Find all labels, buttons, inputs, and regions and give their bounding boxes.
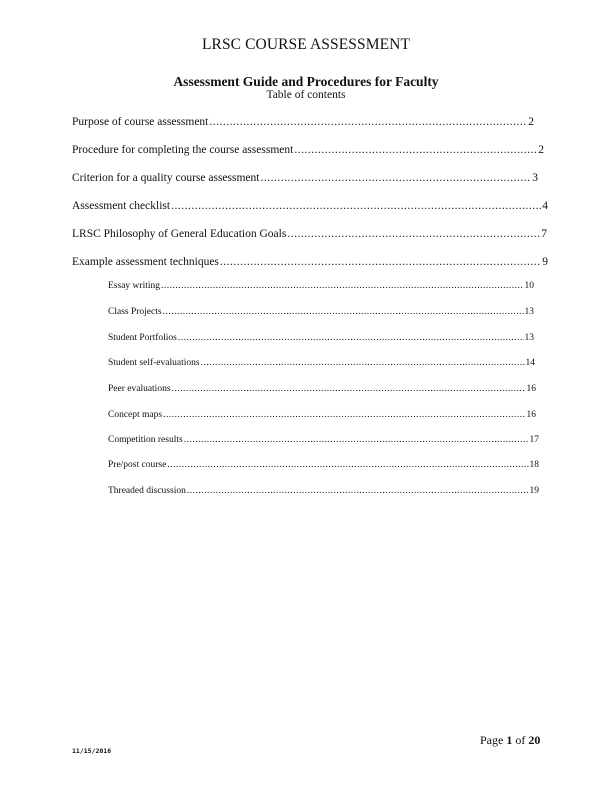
toc-entry-label: Pre/post course [108,460,167,470]
toc-entry[interactable] [108,384,536,394]
toc-entry-label: Essay writing [108,281,160,291]
toc-entry[interactable] [72,256,548,268]
toc-entry-page: 9 [542,256,548,268]
document-title: LRSC COURSE ASSESSMENT [201,36,411,53]
current-page: 1 [506,733,513,747]
toc-entry-label: Class Projects [108,307,162,317]
toc-dot-leader [161,281,524,291]
toc-dot-leader [201,358,525,368]
toc-entry-label: Example assessment techniques [72,256,219,268]
toc-entry-page: 4 [542,200,548,212]
toc-entry[interactable] [108,281,534,291]
toc-entry[interactable] [108,486,539,496]
toc-entry[interactable] [72,172,538,184]
toc-entry-page: 13 [524,333,534,343]
toc-entry-label: Procedure for completing the course assessment [72,144,294,156]
toc-entry[interactable] [108,435,539,445]
toc-dot-leader [260,172,531,184]
toc-entry-label: Criterion for a quality course assessment [72,172,260,184]
toc-entry[interactable] [108,333,534,343]
toc-entry-label: Peer evaluations [108,384,171,394]
toc-entry[interactable] [72,228,547,240]
toc-dot-leader [178,333,524,343]
toc-dot-leader [287,228,540,240]
toc-dot-leader [163,307,524,317]
page-of: of [515,733,526,747]
toc-entry[interactable] [72,144,544,156]
document-subtitle: Assessment Guide and Procedures for Faculty [173,74,439,89]
toc-entry-page: 2 [538,144,544,156]
toc-entry-page: 14 [525,358,535,368]
toc-dot-leader [220,256,541,268]
toc-entry[interactable] [108,307,534,317]
toc-entry-label: Concept maps [108,410,163,420]
toc-entry-label: Assessment checklist [72,200,171,212]
toc-dot-leader [294,144,537,156]
toc-entry[interactable] [72,200,548,212]
toc-entry-page: 3 [532,172,538,184]
page-prefix: Page [480,733,504,747]
toc-dot-leader [184,435,529,445]
toc-dot-leader [209,116,527,128]
toc-entry-page: 16 [526,384,536,394]
toc-dot-leader [163,410,525,420]
footer-date: 11/15/2016 [72,747,112,755]
toc-entry[interactable] [108,460,539,470]
toc-entry[interactable] [108,358,535,368]
toc-entry[interactable] [72,116,534,128]
toc-entry-page: 19 [529,486,539,496]
toc-dot-leader [171,200,541,212]
toc-entry-page: 2 [528,116,534,128]
toc-entry-page: 18 [529,460,539,470]
toc-entry-page: 16 [526,410,536,420]
toc-entry-page: 17 [529,435,539,445]
toc-entry-label: Threaded discussion [108,486,186,496]
toc-heading: Table of contents [266,89,346,101]
total-pages: 20 [528,733,541,747]
toc-entry-label: Purpose of course assessment [72,116,209,128]
toc-entry-page: 10 [524,281,534,291]
page-number [480,733,540,748]
toc-dot-leader [187,486,529,496]
toc-dot-leader [172,384,526,394]
toc-entry-page: 13 [524,307,534,317]
toc-dot-leader [167,460,528,470]
toc-entry[interactable] [108,410,536,420]
toc-entry-label: LRSC Philosophy of General Education Goals [72,228,287,240]
toc-entry-page: 7 [541,228,547,240]
toc-entry-label: Competition results [108,435,183,445]
toc-entry-label: Student Portfolios [108,333,177,343]
toc-entry-label: Student self-evaluations [108,358,200,368]
